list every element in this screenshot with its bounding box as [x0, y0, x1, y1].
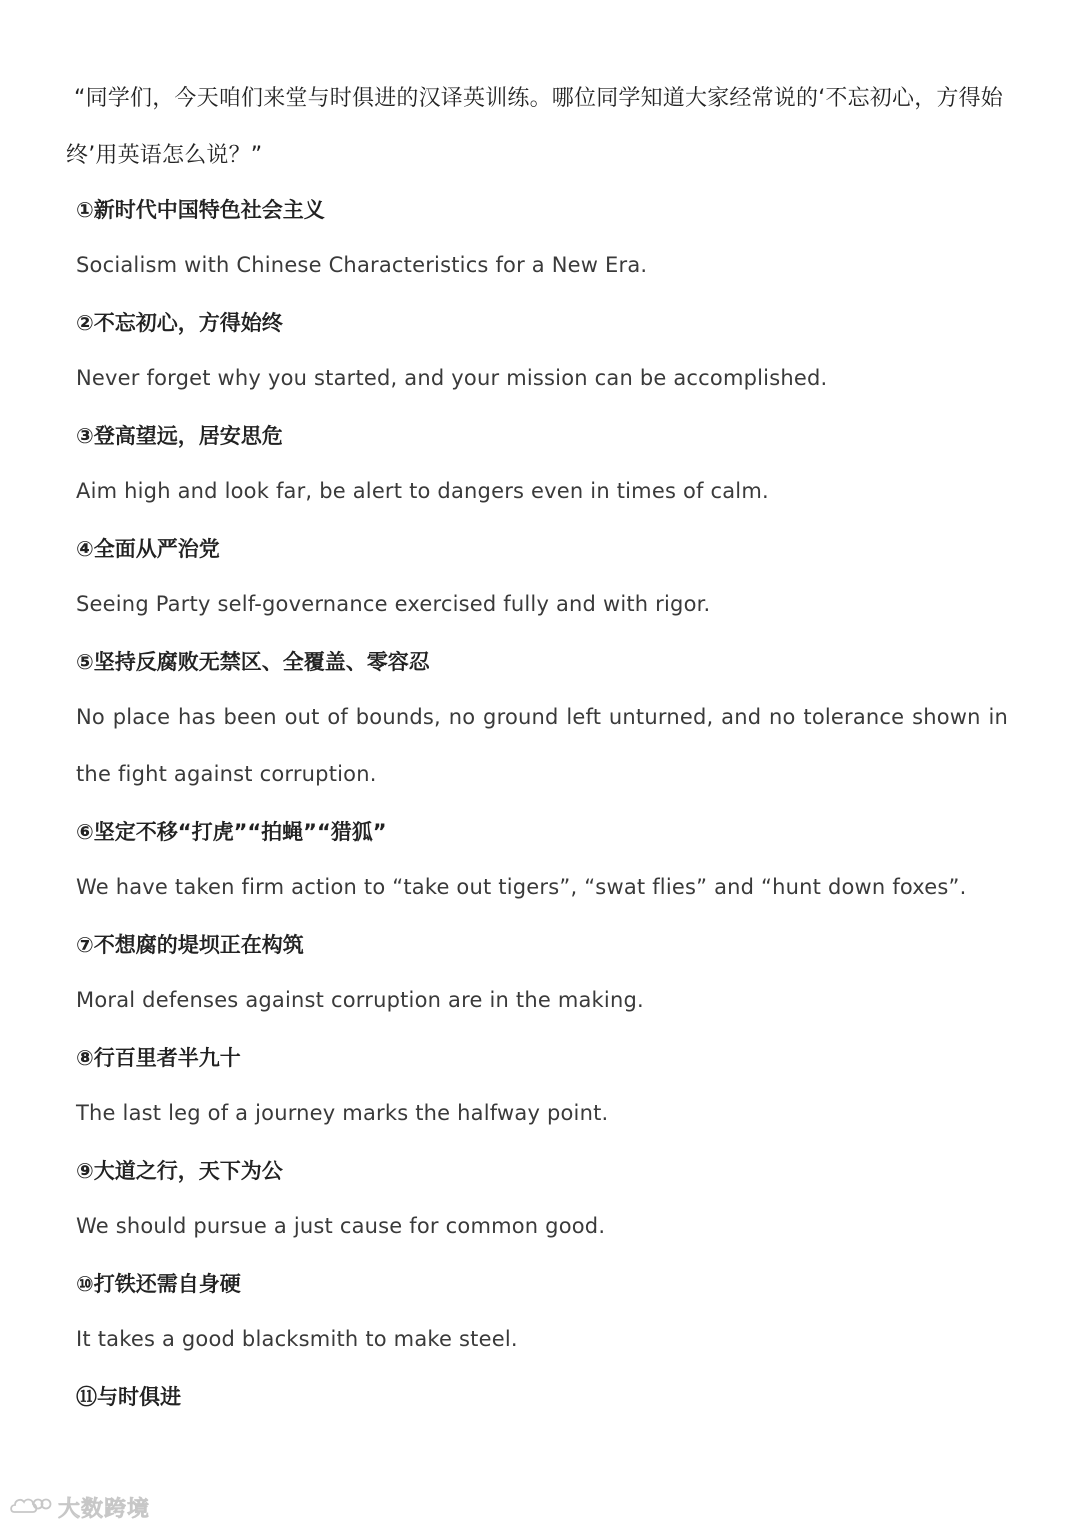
english-translation: We have taken firm action to “take out tigers”, “swat flies” and “hunt down foxes”.: [76, 875, 967, 899]
phrase-item-4: [76, 534, 1016, 633]
english-translation: Seeing Party self-governance exercised fully and with rigor.: [76, 592, 711, 616]
chinese-phrase: ②不忘初心，方得始终: [76, 311, 283, 335]
phrase-item-6: [76, 817, 1016, 916]
chinese-phrase: ⑧行百里者半九十: [76, 1046, 241, 1070]
chinese-phrase: ⑨大道之行，天下为公: [76, 1159, 283, 1183]
english-translation: No place has been out of bounds, no ground left unturned, and no tolerance shown in the fight against corruption.: [76, 705, 1008, 786]
intro-paragraph: “同学们，今天咱们来堂与时俱进的汉译英训练。哪位同学知道大家经常说的‘不忘初心，方得始终’用英语怎么说？”: [66, 86, 1003, 168]
phrase-item-7: [76, 930, 1016, 1029]
phrase-item-5: [76, 647, 1008, 803]
cloud-logo-icon: [8, 1494, 52, 1520]
watermark-text: 大数跨境: [58, 1496, 151, 1522]
chinese-phrase: ④全面从严治党: [76, 537, 220, 561]
english-translation: We should pursue a just cause for common good.: [76, 1214, 606, 1238]
english-translation: The last leg of a journey marks the halfway point.: [76, 1101, 609, 1125]
english-translation: Moral defenses against corruption are in the making.: [76, 988, 644, 1012]
english-translation: It takes a good blacksmith to make steel.: [76, 1327, 518, 1351]
chinese-phrase: ⑩打铁还需自身硬: [76, 1272, 241, 1296]
english-translation: Never forget why you started, and your mission can be accomplished.: [76, 366, 828, 390]
phrase-item-1: [76, 195, 1016, 294]
phrase-item-11: [76, 1382, 1016, 1412]
chinese-phrase: ⑦不想腐的堤坝正在构筑: [76, 933, 304, 957]
chinese-phrase: ③登高望远，居安思危: [76, 424, 283, 448]
chinese-phrase: ⑥坚定不移“打虎”“拍蝇”“猎狐”: [76, 820, 387, 844]
english-translation: Socialism with Chinese Characteristics for a New Era.: [76, 253, 648, 277]
phrase-item-8: [76, 1043, 1016, 1142]
chinese-phrase: ⑪与时俱进: [76, 1385, 181, 1409]
phrase-item-10: [76, 1269, 1016, 1368]
chinese-phrase: ⑤坚持反腐败无禁区、全覆盖、零容忍: [76, 650, 430, 674]
english-translation: Aim high and look far, be alert to dangers even in times of calm.: [76, 479, 769, 503]
watermark: [8, 1490, 150, 1524]
chinese-phrase: ①新时代中国特色社会主义: [76, 198, 325, 222]
phrase-item-2: [76, 308, 1016, 407]
phrase-item-9: [76, 1156, 1016, 1255]
phrase-item-3: [76, 421, 1016, 520]
